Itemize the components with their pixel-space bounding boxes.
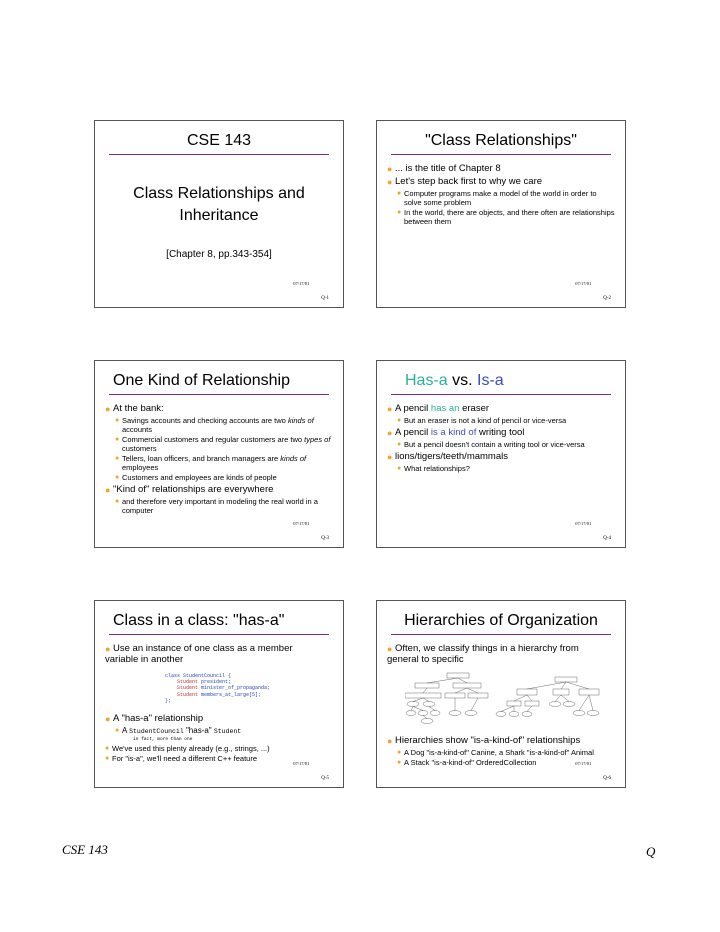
code-line: class StudentCouncil { — [165, 673, 232, 679]
tree-node — [579, 689, 599, 695]
slide-number: Q-6 — [603, 776, 611, 781]
subtitle-line: Class Relationships and — [133, 185, 305, 202]
sub-bullet: ● A Dog "is-a-kind-of" Canine, a Shark "is-a-kind-of" Animal — [397, 748, 594, 757]
animal-tree — [496, 677, 599, 717]
slide-body — [387, 641, 615, 667]
slide-body — [387, 161, 615, 227]
code-keyword: Student — [177, 685, 199, 692]
chapter-reference: [Chapter 8, pp.343-354] — [166, 249, 272, 260]
bullet-dot-icon: ● — [397, 749, 402, 756]
slide-date: 07/17/01 — [293, 521, 310, 526]
bullet-dot-icon: ● — [397, 417, 402, 424]
tree-node — [507, 701, 521, 706]
tree-node — [525, 701, 539, 706]
tree-leaf — [509, 712, 519, 717]
bullet-dot-icon: ● — [387, 164, 393, 174]
sub-bullet: ● Tellers, loan officers, and branch managers are kinds of employees — [115, 454, 307, 472]
bullet: ● Let's step back first to why we care — [387, 176, 543, 187]
slide-2 — [376, 120, 626, 308]
sub-bullet: ● In the world, there are objects, and there often are relationships between them — [397, 208, 615, 226]
tree-node — [468, 693, 488, 698]
bullet: ● Use an instance of one class as a member — [105, 643, 293, 654]
code-keyword: Student — [177, 691, 199, 698]
bullet-dot-icon: ● — [115, 417, 120, 424]
code-line: president; — [198, 679, 232, 686]
tree-leaf — [465, 711, 477, 716]
page-footer-section: Q — [646, 844, 656, 859]
bullet: ● A "has-a" relationship — [105, 713, 204, 724]
bullet-dot-icon: ● — [105, 745, 110, 752]
bullet: ● A pencil is a kind of writing tool — [387, 427, 525, 438]
title-rule — [109, 634, 329, 635]
slide-footer — [293, 521, 329, 539]
tree-leaf — [407, 702, 419, 707]
tree-leaf — [421, 719, 433, 724]
slide-body-lower — [105, 711, 333, 764]
code-keyword: Student — [177, 679, 199, 686]
slide-4 — [376, 360, 626, 548]
code-line: }; — [165, 697, 172, 704]
bullet-dot-icon: ● — [115, 727, 120, 734]
code-block — [165, 673, 270, 704]
bullet: ● Hierarchies show "is-a-kind-of" relationships — [387, 735, 581, 746]
bullet-dot-icon: ● — [397, 209, 402, 216]
tree-node — [415, 683, 439, 688]
sub-bullet: ● Commercial customers and regular customers are two types of customers — [115, 435, 331, 453]
bullet-dot-icon: ● — [387, 644, 393, 654]
bullet-continuation: general to specific — [387, 654, 464, 665]
title-rule — [109, 154, 329, 155]
tree-leaf — [549, 702, 561, 707]
slide-6 — [376, 600, 626, 788]
tree-leaf — [423, 702, 435, 707]
bullet-dot-icon: ● — [387, 404, 393, 414]
slide-number: Q-4 — [603, 536, 611, 541]
subtitle-line: Inheritance — [179, 207, 259, 224]
tree-node — [453, 683, 481, 688]
slide-footer — [575, 521, 611, 539]
sub-bullet: ● Computer programs make a model of the world in order to solve some problem — [397, 189, 597, 207]
tree-leaf — [406, 711, 416, 716]
tree-leaf — [573, 711, 585, 716]
bullet-dot-icon: ● — [387, 736, 393, 746]
bullet-dot-icon: ● — [105, 644, 111, 654]
bullet-dot-icon: ● — [115, 498, 120, 505]
slide-date: 07/17/01 — [575, 761, 592, 766]
title-vs: vs. — [447, 372, 478, 389]
bullet-continuation: variable in another — [105, 654, 184, 665]
collection-tree — [405, 673, 488, 724]
tree-node — [517, 689, 537, 695]
title-rule — [391, 634, 611, 635]
bullet-dot-icon: ● — [105, 714, 111, 724]
slide-footer — [293, 281, 329, 299]
page-footer-course: CSE 143 — [62, 842, 108, 857]
tree-leaf — [418, 711, 428, 716]
bullet-dot-icon: ● — [115, 436, 120, 443]
slide-title: Hierarchies of Organization — [404, 612, 598, 629]
slide-date: 07/17/01 — [293, 761, 310, 766]
slide-date: 07/17/01 — [575, 281, 592, 286]
bullet-dot-icon: ● — [105, 755, 110, 762]
title-has-a: Has-a — [405, 372, 448, 389]
title-rule — [391, 154, 611, 155]
hierarchy-diagram — [405, 671, 615, 733]
tree-node — [445, 693, 465, 698]
tree-node — [555, 677, 577, 682]
sub-bullet: ● But a pencil doesn't contain a writing tool or vice-versa — [397, 440, 585, 449]
slide-number: Q-2 — [603, 296, 611, 301]
slide-footer — [575, 281, 611, 299]
slide-footer — [575, 761, 611, 779]
slide-number: Q-5 — [321, 776, 329, 781]
sub-bullet: ● and therefore very important in modeling the real world in a computer — [115, 497, 318, 515]
slide-title: CSE 143 — [186, 132, 252, 149]
tree-node — [405, 693, 441, 698]
tree-node — [553, 689, 569, 695]
slide-body — [387, 401, 615, 474]
bullet: ● ... is the title of Chapter 8 — [387, 163, 501, 174]
slide-date: 07/17/01 — [293, 281, 310, 286]
sub-bullet: ● But an eraser is not a kind of pencil or vice-versa — [397, 416, 567, 425]
title-is-a: Is-a — [477, 372, 504, 389]
bullet-dot-icon: ● — [397, 759, 402, 766]
slide-title — [405, 371, 611, 391]
slide-body — [105, 641, 333, 667]
bullet-dot-icon: ● — [387, 428, 393, 438]
slide-footer — [293, 761, 329, 779]
title-rule — [109, 394, 329, 395]
tree-leaf — [563, 702, 575, 707]
bullet-small: ● For "is-a", we'll need a different C++ feature — [105, 754, 258, 763]
code-line: minister_of_propaganda; — [198, 685, 271, 692]
slide-subtitle — [95, 183, 343, 227]
slide-body — [105, 401, 333, 516]
slide-date: 07/17/01 — [575, 521, 592, 526]
slide-title: Class in a class: "has-a" — [113, 612, 285, 629]
bullet-dot-icon: ● — [397, 441, 402, 448]
bullet: ● At the bank: — [105, 403, 164, 414]
code-line: members_at_large[5]; — [198, 691, 262, 698]
tree-leaf — [496, 712, 506, 717]
tree-leaf — [449, 711, 461, 716]
slide-number: Q-3 — [321, 536, 329, 541]
sub-bullet: ● What relationships? — [397, 464, 470, 473]
bullet-dot-icon: ● — [387, 177, 393, 187]
tree-leaf — [522, 712, 532, 717]
bullet-dot-icon: ● — [387, 452, 393, 462]
slide-title: "Class Relationships" — [425, 132, 577, 149]
sub-bullet: ● Savings accounts and checking accounts are two kinds of accounts — [115, 416, 314, 434]
title-rule — [391, 394, 611, 395]
bullet-dot-icon: ● — [115, 474, 120, 481]
bullet: ● A pencil has an eraser — [387, 403, 490, 414]
tree-node — [447, 673, 469, 678]
bullet-small: ● We've used this plenty already (e.g., strings, ...) — [105, 744, 270, 753]
slide-5 — [94, 600, 344, 788]
bullet-dot-icon: ● — [105, 485, 111, 495]
slide-number: Q-1 — [321, 296, 329, 301]
bullet-dot-icon: ● — [105, 404, 111, 414]
bullet-dot-icon: ● — [397, 190, 402, 197]
sub-bullet: ● A StudentCouncil "has-a" Student — [115, 726, 242, 735]
bullet: ● lions/tigers/teeth/mammals — [387, 451, 508, 462]
sub-bullet: ● Customers and employees are kinds of people — [115, 473, 277, 482]
slide-1 — [94, 120, 344, 308]
sub-bullet: ● A Stack "is-a-kind-of" OrderedCollection — [397, 758, 537, 767]
sub-note: in fact, more than one — [133, 737, 193, 742]
tree-leaf — [587, 711, 599, 716]
bullet-dot-icon: ● — [397, 465, 402, 472]
slide-3 — [94, 360, 344, 548]
tree-leaf — [430, 711, 440, 716]
bullet-dot-icon: ● — [115, 455, 120, 462]
bullet: ● Often, we classify things in a hierarchy from — [387, 643, 579, 654]
slide-title: One Kind of Relationship — [113, 372, 290, 389]
bullet: ● "Kind of" relationships are everywhere — [105, 484, 274, 495]
